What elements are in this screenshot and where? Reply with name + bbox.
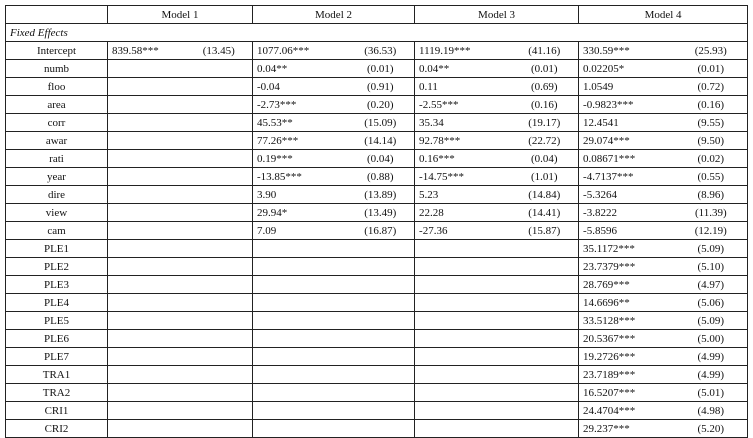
std-error-cell	[186, 222, 253, 240]
std-error-cell: (5.01)	[675, 384, 748, 402]
std-error-cell	[186, 240, 253, 258]
coefficient-cell: 1119.19***	[415, 42, 511, 60]
std-error-cell: (13.89)	[347, 186, 415, 204]
std-error-cell	[347, 294, 415, 312]
std-error-cell: (8.96)	[675, 186, 748, 204]
coefficient-cell: 0.19***	[253, 150, 347, 168]
std-error-cell	[186, 132, 253, 150]
coefficient-cell	[108, 150, 186, 168]
std-error-cell	[347, 276, 415, 294]
std-error-cell: (0.02)	[675, 150, 748, 168]
coefficient-cell: 14.6696**	[579, 294, 675, 312]
table-row	[6, 114, 748, 132]
table-row	[6, 348, 748, 366]
table-row	[6, 384, 748, 402]
std-error-cell: (14.84)	[511, 186, 579, 204]
row-label: year	[6, 168, 108, 186]
std-error-cell: (0.01)	[511, 60, 579, 78]
coefficient-cell	[108, 186, 186, 204]
coefficient-cell: -5.8596	[579, 222, 675, 240]
coefficient-cell: 35.34	[415, 114, 511, 132]
table-row	[6, 42, 748, 60]
coefficient-cell	[108, 348, 186, 366]
std-error-cell: (15.09)	[347, 114, 415, 132]
row-label: PLE6	[6, 330, 108, 348]
coefficient-cell	[108, 384, 186, 402]
coefficient-cell	[108, 258, 186, 276]
regression-table	[5, 5, 748, 438]
std-error-cell: (36.53)	[347, 42, 415, 60]
row-label: PLE4	[6, 294, 108, 312]
std-error-cell	[347, 312, 415, 330]
coefficient-cell	[415, 240, 511, 258]
std-error-cell	[347, 240, 415, 258]
coefficient-cell	[253, 402, 347, 420]
std-error-cell	[186, 96, 253, 114]
std-error-cell: (5.09)	[675, 240, 748, 258]
std-error-cell	[347, 348, 415, 366]
table-row	[6, 132, 748, 150]
std-error-cell	[186, 204, 253, 222]
std-error-cell	[347, 384, 415, 402]
coefficient-cell	[108, 114, 186, 132]
coefficient-cell	[108, 366, 186, 384]
std-error-cell	[511, 402, 579, 420]
coefficient-cell: 29.94*	[253, 204, 347, 222]
std-error-cell: (4.99)	[675, 348, 748, 366]
std-error-cell: (13.49)	[347, 204, 415, 222]
coefficient-cell: 839.58***	[108, 42, 186, 60]
coefficient-cell: -2.73***	[253, 96, 347, 114]
coefficient-cell: 23.7189***	[579, 366, 675, 384]
table-row	[6, 204, 748, 222]
std-error-cell	[511, 240, 579, 258]
std-error-cell	[511, 258, 579, 276]
std-error-cell: (5.10)	[675, 258, 748, 276]
coefficient-cell: 28.769***	[579, 276, 675, 294]
coefficient-cell: 45.53**	[253, 114, 347, 132]
row-label: cam	[6, 222, 108, 240]
std-error-cell: (0.69)	[511, 78, 579, 96]
std-error-cell	[347, 366, 415, 384]
table-row	[6, 60, 748, 78]
std-error-cell: (22.72)	[511, 132, 579, 150]
coefficient-cell	[415, 366, 511, 384]
std-error-cell: (0.88)	[347, 168, 415, 186]
table-row	[6, 222, 748, 240]
row-label: rati	[6, 150, 108, 168]
std-error-cell	[347, 258, 415, 276]
std-error-cell: (1.01)	[511, 168, 579, 186]
row-label: CRI2	[6, 420, 108, 438]
coefficient-cell	[108, 276, 186, 294]
std-error-cell	[186, 294, 253, 312]
std-error-cell: (4.99)	[675, 366, 748, 384]
coefficient-cell	[415, 348, 511, 366]
table-row	[6, 258, 748, 276]
coefficient-cell: -13.85***	[253, 168, 347, 186]
coefficient-cell: 1.0549	[579, 78, 675, 96]
std-error-cell	[511, 366, 579, 384]
row-label: dire	[6, 186, 108, 204]
coefficient-cell: -0.04	[253, 78, 347, 96]
std-error-cell: (14.41)	[511, 204, 579, 222]
std-error-cell	[186, 78, 253, 96]
coefficient-cell	[253, 348, 347, 366]
std-error-cell	[511, 330, 579, 348]
std-error-cell	[186, 402, 253, 420]
coefficient-cell: -4.7137***	[579, 168, 675, 186]
row-label: floo	[6, 78, 108, 96]
std-error-cell: (5.06)	[675, 294, 748, 312]
std-error-cell	[186, 186, 253, 204]
coefficient-cell	[108, 204, 186, 222]
coefficient-cell: 3.90	[253, 186, 347, 204]
coefficient-cell: 0.04**	[415, 60, 511, 78]
row-label: view	[6, 204, 108, 222]
std-error-cell	[186, 114, 253, 132]
coefficient-cell: 23.7379***	[579, 258, 675, 276]
std-error-cell: (12.19)	[675, 222, 748, 240]
section-label: Fixed Effects	[6, 24, 748, 42]
header-row	[6, 6, 748, 24]
row-label: area	[6, 96, 108, 114]
std-error-cell: (0.01)	[675, 60, 748, 78]
coefficient-cell: 77.26***	[253, 132, 347, 150]
table-row	[6, 312, 748, 330]
coefficient-cell	[253, 330, 347, 348]
coefficient-cell	[108, 132, 186, 150]
std-error-cell: (4.98)	[675, 402, 748, 420]
coefficient-cell	[108, 222, 186, 240]
row-label: PLE5	[6, 312, 108, 330]
std-error-cell: (11.39)	[675, 204, 748, 222]
section-row-fixed-effects	[6, 24, 748, 42]
std-error-cell: (5.20)	[675, 420, 748, 438]
coefficient-cell	[415, 294, 511, 312]
coefficient-cell: 92.78***	[415, 132, 511, 150]
table-row	[6, 168, 748, 186]
std-error-cell	[186, 366, 253, 384]
coefficient-cell	[108, 294, 186, 312]
coefficient-cell: 1077.06***	[253, 42, 347, 60]
table-row	[6, 330, 748, 348]
table-row	[6, 96, 748, 114]
std-error-cell	[347, 330, 415, 348]
std-error-cell	[186, 348, 253, 366]
coefficient-cell: 19.2726***	[579, 348, 675, 366]
coefficient-cell	[108, 402, 186, 420]
coefficient-cell: 35.1172***	[579, 240, 675, 258]
coefficient-cell	[108, 78, 186, 96]
std-error-cell: (19.17)	[511, 114, 579, 132]
coefficient-cell: 0.11	[415, 78, 511, 96]
row-label: TRA1	[6, 366, 108, 384]
std-error-cell: (0.04)	[347, 150, 415, 168]
header-blank-cell	[6, 6, 108, 24]
coefficient-cell: 24.4704***	[579, 402, 675, 420]
coefficient-cell	[108, 330, 186, 348]
row-label: PLE3	[6, 276, 108, 294]
coefficient-cell	[415, 330, 511, 348]
coefficient-cell: -0.9823***	[579, 96, 675, 114]
coefficient-cell: 7.09	[253, 222, 347, 240]
coefficient-cell: 0.02205*	[579, 60, 675, 78]
std-error-cell	[511, 276, 579, 294]
std-error-cell	[186, 312, 253, 330]
row-label: numb	[6, 60, 108, 78]
table-row	[6, 78, 748, 96]
std-error-cell: (0.91)	[347, 78, 415, 96]
std-error-cell: (0.16)	[511, 96, 579, 114]
coefficient-cell	[415, 258, 511, 276]
coefficient-cell: -14.75***	[415, 168, 511, 186]
coefficient-cell: -27.36	[415, 222, 511, 240]
coefficient-cell	[108, 240, 186, 258]
row-label: PLE2	[6, 258, 108, 276]
std-error-cell	[186, 384, 253, 402]
coefficient-cell: 16.5207***	[579, 384, 675, 402]
coefficient-cell	[415, 276, 511, 294]
std-error-cell: (25.93)	[675, 42, 748, 60]
std-error-cell	[347, 402, 415, 420]
coefficient-cell	[253, 312, 347, 330]
model-3-header: Model 3	[415, 6, 579, 24]
coefficient-cell: 0.08671***	[579, 150, 675, 168]
coefficient-cell	[253, 258, 347, 276]
coefficient-cell	[253, 240, 347, 258]
regression-table-container	[5, 5, 747, 438]
std-error-cell: (15.87)	[511, 222, 579, 240]
table-row	[6, 186, 748, 204]
coefficient-cell	[108, 96, 186, 114]
std-error-cell: (0.16)	[675, 96, 748, 114]
std-error-cell: (0.55)	[675, 168, 748, 186]
row-label: corr	[6, 114, 108, 132]
coefficient-cell	[108, 312, 186, 330]
std-error-cell	[186, 168, 253, 186]
table-row	[6, 294, 748, 312]
coefficient-cell	[108, 168, 186, 186]
std-error-cell: (0.20)	[347, 96, 415, 114]
coefficient-cell: -5.3264	[579, 186, 675, 204]
std-error-cell	[186, 330, 253, 348]
row-label: TRA2	[6, 384, 108, 402]
std-error-cell: (9.55)	[675, 114, 748, 132]
coefficient-cell	[415, 384, 511, 402]
coefficient-cell: 29.074***	[579, 132, 675, 150]
model-1-header: Model 1	[108, 6, 253, 24]
table-row	[6, 240, 748, 258]
coefficient-cell	[253, 384, 347, 402]
table-row	[6, 402, 748, 420]
model-2-header: Model 2	[253, 6, 415, 24]
coefficient-cell: 5.23	[415, 186, 511, 204]
coefficient-cell	[253, 276, 347, 294]
coefficient-cell: 330.59***	[579, 42, 675, 60]
coefficient-cell: 12.4541	[579, 114, 675, 132]
std-error-cell	[186, 150, 253, 168]
std-error-cell	[186, 276, 253, 294]
coefficient-cell: -2.55***	[415, 96, 511, 114]
table-row	[6, 366, 748, 384]
coefficient-cell: 20.5367***	[579, 330, 675, 348]
std-error-cell: (13.45)	[186, 42, 253, 60]
coefficient-cell	[253, 294, 347, 312]
std-error-cell: (5.00)	[675, 330, 748, 348]
table-row	[6, 276, 748, 294]
std-error-cell: (41.16)	[511, 42, 579, 60]
row-label: awar	[6, 132, 108, 150]
std-error-cell: (0.72)	[675, 78, 748, 96]
std-error-cell: (9.50)	[675, 132, 748, 150]
std-error-cell	[186, 60, 253, 78]
std-error-cell	[511, 348, 579, 366]
row-label: CRI1	[6, 402, 108, 420]
coefficient-cell: 33.5128***	[579, 312, 675, 330]
coefficient-cell: -3.8222	[579, 204, 675, 222]
coefficient-cell	[415, 312, 511, 330]
coefficient-cell: 22.28	[415, 204, 511, 222]
std-error-cell	[511, 312, 579, 330]
std-error-cell: (4.97)	[675, 276, 748, 294]
coefficient-cell	[415, 402, 511, 420]
coefficient-cell: 0.16***	[415, 150, 511, 168]
row-label: PLE7	[6, 348, 108, 366]
std-error-cell: (5.09)	[675, 312, 748, 330]
std-error-cell: (16.87)	[347, 222, 415, 240]
std-error-cell: (0.04)	[511, 150, 579, 168]
table-row	[6, 150, 748, 168]
std-error-cell	[511, 294, 579, 312]
std-error-cell	[511, 384, 579, 402]
coefficient-cell: 0.04**	[253, 60, 347, 78]
coefficient-cell: 29.237***	[579, 420, 675, 438]
std-error-cell: (14.14)	[347, 132, 415, 150]
coefficient-cell	[108, 60, 186, 78]
coefficient-cell	[253, 366, 347, 384]
row-label: PLE1	[6, 240, 108, 258]
std-error-cell: (0.01)	[347, 60, 415, 78]
row-label: Intercept	[6, 42, 108, 60]
model-4-header: Model 4	[579, 6, 748, 24]
std-error-cell	[186, 258, 253, 276]
